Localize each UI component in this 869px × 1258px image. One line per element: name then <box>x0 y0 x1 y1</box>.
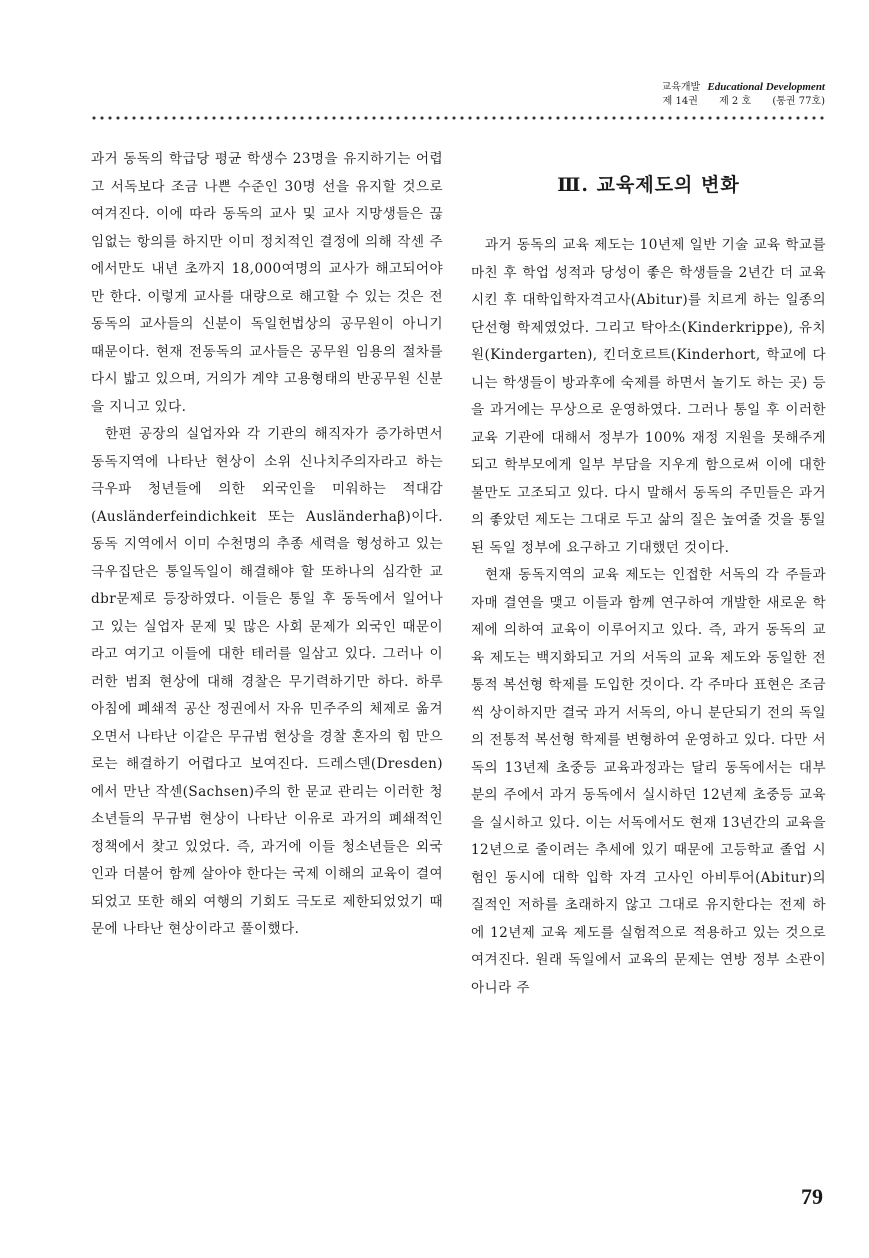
issue-number: 제 2 호 <box>719 96 752 107</box>
right-column <box>471 146 826 1002</box>
section-heading: Ⅲ. 교육제도의 변화 <box>557 174 740 196</box>
left-paragraph-2: 한편 공장의 실업자와 각 기관의 해직자가 증가하면서 동독지역에 나타난 현상이 소위 신나치주의자라고 하는 극우파 청년들에 의한 외국인을 미워하는 적대감(Ausländerfeindichkeit 또는 Ausländerhaβ)이다. 동독 지역에서 이미 수천명의 추종 세력을 형성하고 있는 극우집단은 통일독일이 해결해야 할 또하나의 심각한 교dbr문제로 등장하였다. 이들은 통일 후 동독에서 일어나고 있는 실업자 문제 및 많은 사회 문제가 외국인 때문이라고 여기고 이들에 대한 테러를 일삼고 있다. 그러나 이러한 범죄 현상에 대해 경찰은 무기력하기만 하다. 하루 아침에 폐쇄적 공산 정권에서 자유 민주주의 체제로 옮겨오면서 나타난 이같은 무규범 현상을 경찰 혼자의 힘 만으로는 해결하기 어렵다고 보여진다. 드레스덴(Dresden)에서 만난 작센(Sachsen)주의 한 문교 관리는 이러한 청소년들의 무규범 현상이 나타난 이유로 과거의 폐쇄적인 정책에서 찾고 있었다. 즉, 과거에 이들 청소년들은 외국인과 더불어 함께 살아야 한다는 국제 이해의 교육이 결여되었고 또한 해외 여행의 기회도 극도로 제한되었었기 때문에 나타난 현상이라고 풀이했다. <box>91 426 443 937</box>
journal-title-korean: 교육개발 <box>661 82 701 93</box>
right-paragraph-2: 현재 동독지역의 교육 제도는 인접한 서독의 각 주들과 자매 결연을 맺고 이들과 함께 연구하여 개발한 새로운 학제에 의하여 교육이 이루어지고 있다. 즉, 과거 동독의 교육 제도는 백지화되고 거의 서독의 교육 제도와 동일한 전통적 복선형 학제를 도입한 것이다. 각 주마다 표현은 조금씩 상이하지만 결국 과거 서독의, 아니 분단되기 전의 독일의 전통적 복선형 학제를 변형하여 운영하고 있다. 다만 서독의 13년제 초중등 교육과정과는 달리 동독에서는 대부분의 주에서 과거 동독에서 실시하던 12년제 초중등 교육을 실시하고 있다. 이는 서독에서도 현재 13년간의 교육을 12년으로 줄이려는 추세에 있기 때문에 고등학교 졸업 시험인 동시에 대학 입학 자격 고사인 아비투어(Abitur)의 질적인 저하를 초래하지 않고 그대로 유지한다는 전제 하에 12년제 교육 제도를 실험적으로 적용하고 있는 것으로 여겨진다. 원래 독일에서 교육의 문제는 연방 정부 소관이 아니라 주 <box>471 567 826 996</box>
header-dotted-rule <box>90 115 826 121</box>
journal-title-line <box>505 80 825 95</box>
journal-title-english: Educational Development <box>707 81 825 93</box>
right-paragraph-1: 과거 동독의 교육 제도는 10년제 일반 기술 교육 학교를 마친 후 학업 성적과 당성이 좋은 학생들을 2년간 더 교육 시킨 후 대학입학자격고사(Abitur)를 치르게 하는 일종의 단선형 학제였었다. 그리고 탁아소(Kinderkrippe), 유치원(Kindergarten), 킨더호르트(Kinderhort, 학교에 다니는 학생들이 방과후에 숙제를 하면서 놀기도 하는 곳) 등을 과거에는 무상으로 운영하였다. 그러나 통일 후 이러한 교육 기관에 대해서 정부가 100% 재정 지원을 못해주게 되고 학부모에게 일부 부담을 지우게 함으로써 이에 대한 불만도 고조되고 있다. 다시 말해서 동독의 주민들은 과거의 좋았던 제도는 그대로 두고 삶의 질은 높여줄 것을 통일된 독일 정부에 요구하고 기대했던 것이다. <box>471 237 826 556</box>
left-paragraph-1: 과거 동독의 학급당 평균 학생수 23명을 유지하기는 어렵고 서독보다 조금 나쁜 수준인 30명 선을 유지할 것으로 여겨진다. 이에 따라 동독의 교사 및 교사 지망생들은 끊임없는 항의를 하지만 이미 정치적인 결정에 의해 작센 주에서만도 내년 초까지 18,000여명의 교사가 해고되어야만 한다. 이렇게 교사를 대량으로 해고할 수 있는 것은 전 동독의 교사들의 신분이 독일헌법상의 공무원이 아니기 때문이다. 현재 전동독의 교사들은 공무원 임용의 절차를 다시 밟고 있으며, 거의가 계약 고용형태의 반공무원 신분을 지니고 있다. <box>91 151 443 415</box>
volume-number: 제 14권 <box>662 96 698 107</box>
left-column <box>91 146 443 944</box>
serial-number: (통권 77호) <box>772 96 825 107</box>
page-number: 79 <box>801 1184 823 1209</box>
issue-info-line <box>505 95 825 109</box>
running-header <box>505 80 825 109</box>
